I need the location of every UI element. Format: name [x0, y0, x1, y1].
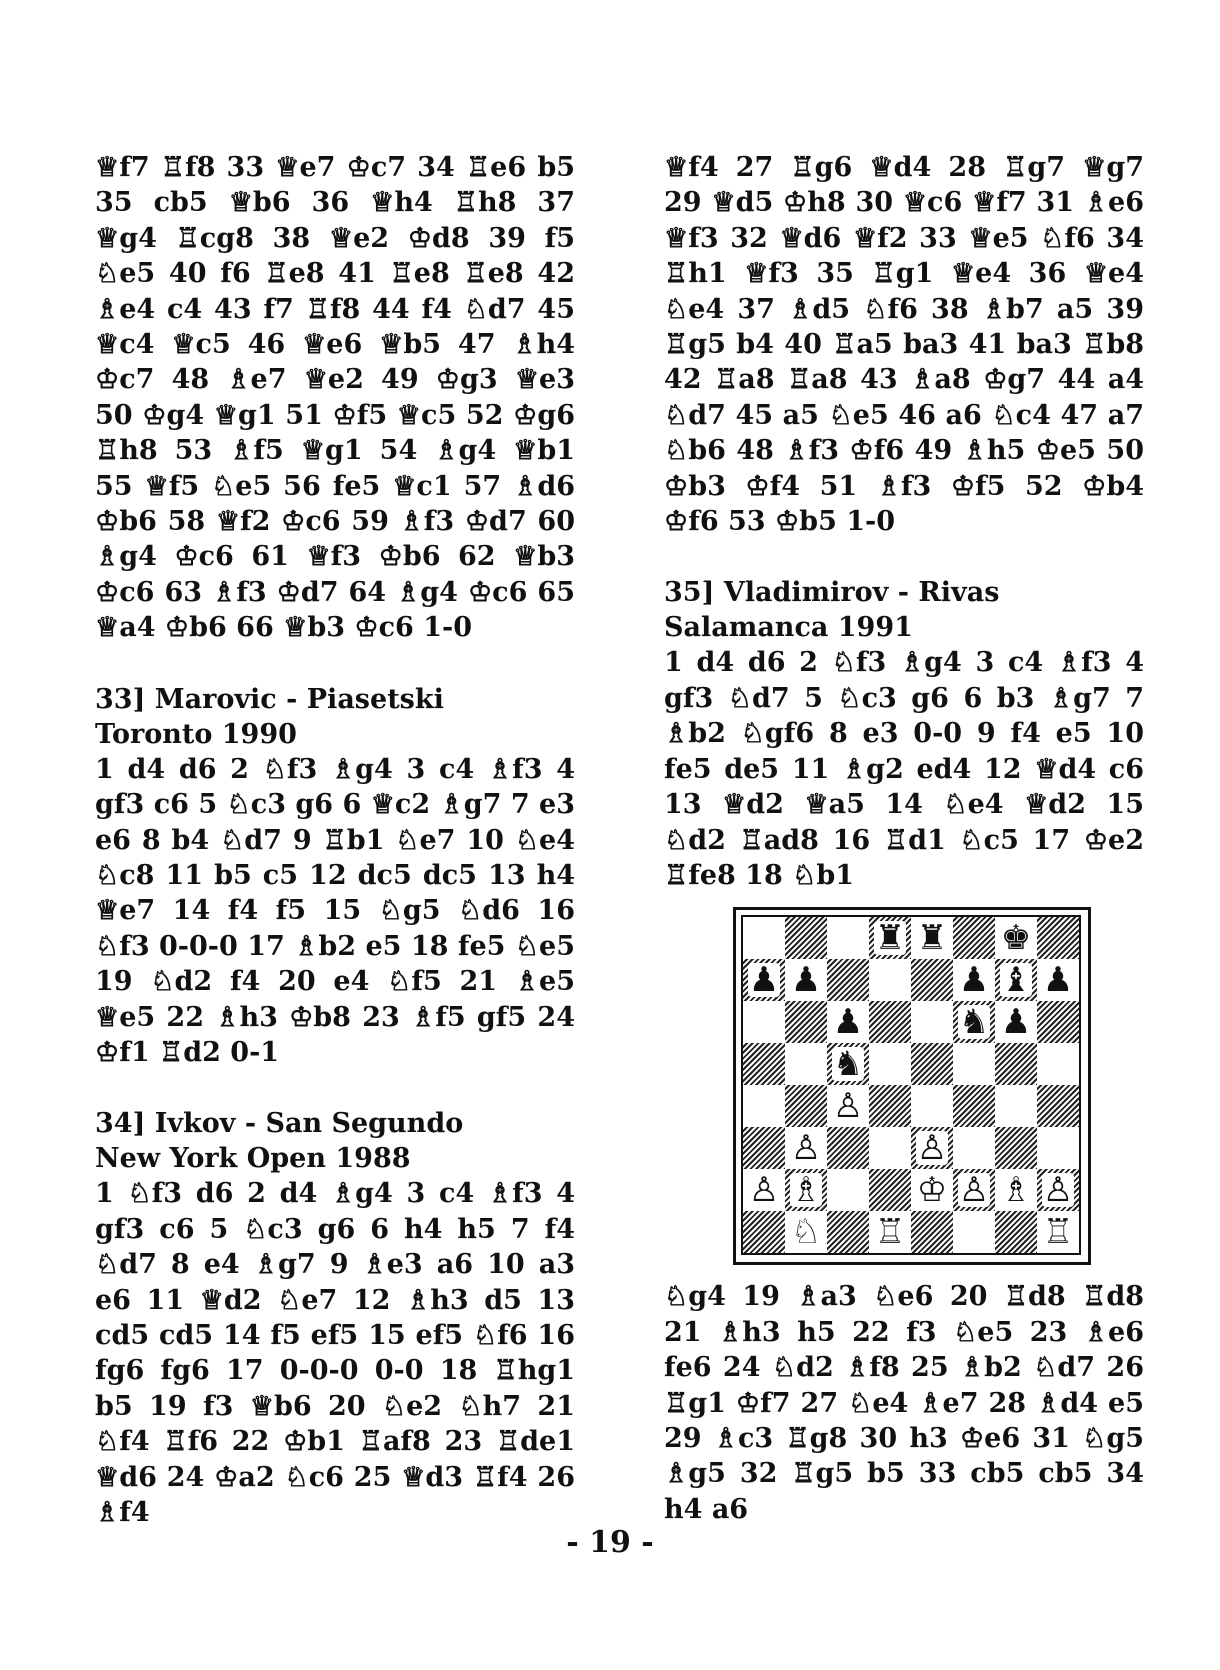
chess-piece: ♟: [1042, 960, 1074, 1001]
chess-piece: ♖: [874, 1212, 906, 1253]
square-b6: [785, 1001, 827, 1043]
square-c3: [827, 1127, 869, 1169]
game34-event: New York Open 1988: [95, 1143, 411, 1175]
square-d2: [869, 1169, 911, 1211]
game33-heading: 33] Marovic - Piasetski: [95, 683, 444, 715]
game35-header: [664, 575, 1144, 645]
square-e5: [911, 1043, 953, 1085]
game35-heading: 35] Vladimirov - Rivas: [664, 577, 1000, 609]
square-b1: [785, 1211, 827, 1253]
square-f1: [953, 1211, 995, 1253]
square-c8: [827, 917, 869, 959]
square-e1: [911, 1211, 953, 1253]
square-c7: [827, 959, 869, 1001]
chess-piece: ♞: [832, 1044, 864, 1085]
square-f4: [953, 1085, 995, 1127]
square-h1: [1037, 1211, 1079, 1253]
square-c4: [827, 1085, 869, 1127]
square-d3: [869, 1127, 911, 1169]
right-column: [664, 150, 1144, 1527]
chess-piece: ♟: [832, 1002, 864, 1043]
square-c2: [827, 1169, 869, 1211]
square-f3: [953, 1127, 995, 1169]
chess-piece: ♙: [958, 1170, 990, 1211]
square-g8: [995, 917, 1037, 959]
chess-piece: ♝: [1000, 960, 1032, 1001]
square-a2: [743, 1169, 785, 1211]
square-b5: [785, 1043, 827, 1085]
square-h3: [1037, 1127, 1079, 1169]
game35-moves: 1 d4 d6 2 ♘f3 ♗g4 3 c4 ♗f3 4 gf3 ♘d7 5 ♘c3 g6 6 b3 ♗g7 7 ♗b2 ♘gf6 8 e3 0-0 9 f4 e5 10 fe5 de5 11 ♗g2 ed4 12 ♕d4 c6 13 ♕d2 ♕a5 14 ♘e4 ♕d2 15 ♘d2 ♖ad8 16 ♖d1 ♘c5 17 ♔e2 ♖fe8 18 ♘b1: [664, 647, 1144, 891]
square-e2: [911, 1169, 953, 1211]
game33-moves: 1 d4 d6 2 ♘f3 ♗g4 3 c4 ♗f3 4 gf3 c6 5 ♘c3 g6 6 ♕c2 ♗g7 7 e3 e6 8 b4 ♘d7 9 ♖b1 ♘e7 10 ♘e4 ♘c8 11 b5 c5 12 dc5 dc5 13 h4 ♕e7 14 f4 f5 15 ♘g5 ♘d6 16 ♘f3 0-0-0 17 ♗b2 e5 18 fe5 ♘e5 19 ♘d2 f4 20 e4 ♘f5 21 ♗e5 ♕e5 22 ♗h3 ♔b8 23 ♗f5 gf5 24 ♔f1 ♖d2 0-1: [95, 753, 575, 1068]
square-a1: [743, 1211, 785, 1253]
square-b8: [785, 917, 827, 959]
game35-event: Salamanca 1991: [664, 612, 913, 644]
chess-piece: ♟: [748, 960, 780, 1001]
square-h5: [1037, 1043, 1079, 1085]
chess-piece: ♙: [748, 1170, 780, 1211]
square-b4: [785, 1085, 827, 1127]
square-d4: [869, 1085, 911, 1127]
chess-board: [741, 915, 1081, 1255]
square-g6: [995, 1001, 1037, 1043]
game32-continuation: ♕f7 ♖f8 33 ♕e7 ♔c7 34 ♖e6 b5 35 cb5 ♕b6 36 ♕h4 ♖h8 37 ♕g4 ♖cg8 38 ♕e2 ♔d8 39 f5 ♘e5 40 f6 ♖e8 41 ♖e8 ♖e8 42 ♗e4 c4 43 f7 ♖f8 44 f4 ♘d7 45 ♕c4 ♕c5 46 ♕e6 ♕b5 47 ♗h4 ♔c7 48 ♗e7 ♕e2 49 ♔g3 ♕e3 50 ♔g4 ♕g1 51 ♔f5 ♕c5 52 ♔g6 ♖h8 53 ♗f5 ♕g1 54 ♗g4 ♕b1 55 ♕f5 ♘e5 56 fe5 ♕c1 57 ♗d6 ♔b6 58 ♕f2 ♔c6 59 ♗f3 ♔d7 60 ♗g4 ♔c6 61 ♕f3 ♔b6 62 ♕b3 ♔c6 63 ♗f3 ♔d7 64 ♗g4 ♔c6 65 ♕a4 ♔b6 66 ♕b3 ♔c6 1-0: [95, 152, 575, 644]
square-f6: [953, 1001, 995, 1043]
square-d5: [869, 1043, 911, 1085]
square-a6: [743, 1001, 785, 1043]
square-g3: [995, 1127, 1037, 1169]
square-f8: [953, 917, 995, 959]
left-column: [95, 150, 575, 1530]
square-g7: [995, 959, 1037, 1001]
page-number: - 19 -: [566, 1525, 654, 1560]
square-b3: [785, 1127, 827, 1169]
square-e6: [911, 1001, 953, 1043]
square-a3: [743, 1127, 785, 1169]
square-g4: [995, 1085, 1037, 1127]
chess-piece: ♙: [790, 1128, 822, 1169]
square-c1: [827, 1211, 869, 1253]
chess-piece: ♜: [916, 918, 948, 959]
game34-moves: 1 ♘f3 d6 2 d4 ♗g4 3 c4 ♗f3 4 gf3 c6 5 ♘c3 g6 6 h4 h5 7 f4 ♘d7 8 e4 ♗g7 9 ♗e3 a6 10 a3 e6 11 ♕d2 ♘e7 12 ♗h3 d5 13 cd5 cd5 14 f5 ef5 15 ef5 ♘f6 16 fg6 fg6 17 0-0-0 0-0 18 ♖hg1 b5 19 f3 ♕b6 20 ♘e2 ♘h7 21 ♘f4 ♖f6 22 ♔b1 ♖af8 23 ♖de1 ♕d6 24 ♔a2 ♘c6 25 ♕d3 ♖f4 26 ♗f4: [95, 1178, 575, 1528]
square-h6: [1037, 1001, 1079, 1043]
square-b7: [785, 959, 827, 1001]
game34-header: [95, 1106, 575, 1176]
square-a8: [743, 917, 785, 959]
square-a4: [743, 1085, 785, 1127]
square-g1: [995, 1211, 1037, 1253]
chess-piece: ♜: [874, 918, 906, 959]
square-b2: [785, 1169, 827, 1211]
game33-header: [95, 682, 575, 752]
square-h8: [1037, 917, 1079, 959]
chess-diagram: [733, 907, 1091, 1265]
square-d6: [869, 1001, 911, 1043]
square-e8: [911, 917, 953, 959]
chess-piece: ♞: [958, 1002, 990, 1043]
game34-continuation: ♕f4 27 ♖g6 ♕d4 28 ♖g7 ♕g7 29 ♕d5 ♔h8 30 ♕c6 ♕f7 31 ♗e6 ♕f3 32 ♕d6 ♕f2 33 ♕e5 ♘f6 34 ♖h1 ♕f3 35 ♖g1 ♕e4 36 ♕e4 ♘e4 37 ♗d5 ♘f6 38 ♗b7 a5 39 ♖g5 b4 40 ♖a5 ba3 41 ba3 ♖b8 42 ♖a8 ♖a8 43 ♗a8 ♔g7 44 a4 ♘d7 45 a5 ♘e5 46 a6 ♘c4 47 a7 ♘b6 48 ♗f3 ♔f6 49 ♗h5 ♔e5 50 ♔b3 ♔f4 51 ♗f3 ♔f5 52 ♔b4 ♔f6 53 ♔b5 1-0: [664, 152, 1144, 538]
square-g5: [995, 1043, 1037, 1085]
chess-piece: ♘: [790, 1212, 822, 1253]
chess-piece: ♚: [1000, 918, 1032, 959]
chess-piece: ♟: [958, 960, 990, 1001]
square-c5: [827, 1043, 869, 1085]
chess-piece: ♙: [1042, 1170, 1074, 1211]
chess-piece: ♗: [790, 1170, 822, 1211]
square-a5: [743, 1043, 785, 1085]
chess-piece: ♙: [916, 1128, 948, 1169]
square-d1: [869, 1211, 911, 1253]
chess-piece: ♗: [1000, 1170, 1032, 1211]
game33-event: Toronto 1990: [95, 718, 297, 750]
square-h2: [1037, 1169, 1079, 1211]
game35-after-diagram: ♘g4 19 ♗a3 ♘e6 20 ♖d8 ♖d8 21 ♗h3 h5 22 f3 ♘e5 23 ♗e6 fe6 24 ♘d2 ♗f8 25 ♗b2 ♘d7 26 ♖g1 ♔f7 27 ♘e4 ♗e7 28 ♗d4 e5 29 ♗c3 ♖g8 30 h3 ♔e6 31 ♘g5 ♗g5 32 ♖g5 b5 33 cb5 cb5 34 h4 a6: [664, 1281, 1144, 1525]
square-f2: [953, 1169, 995, 1211]
square-f5: [953, 1043, 995, 1085]
square-c6: [827, 1001, 869, 1043]
chess-piece: ♖: [1042, 1212, 1074, 1253]
square-f7: [953, 959, 995, 1001]
square-d7: [869, 959, 911, 1001]
chess-piece: ♙: [832, 1086, 864, 1127]
square-h7: [1037, 959, 1079, 1001]
square-h4: [1037, 1085, 1079, 1127]
square-g2: [995, 1169, 1037, 1211]
chess-piece: ♟: [1000, 1002, 1032, 1043]
chess-piece: ♔: [916, 1170, 948, 1211]
square-e7: [911, 959, 953, 1001]
square-d8: [869, 917, 911, 959]
square-e4: [911, 1085, 953, 1127]
square-a7: [743, 959, 785, 1001]
chess-piece: ♟: [790, 960, 822, 1001]
game34-heading: 34] Ivkov - San Segundo: [95, 1108, 464, 1140]
square-e3: [911, 1127, 953, 1169]
